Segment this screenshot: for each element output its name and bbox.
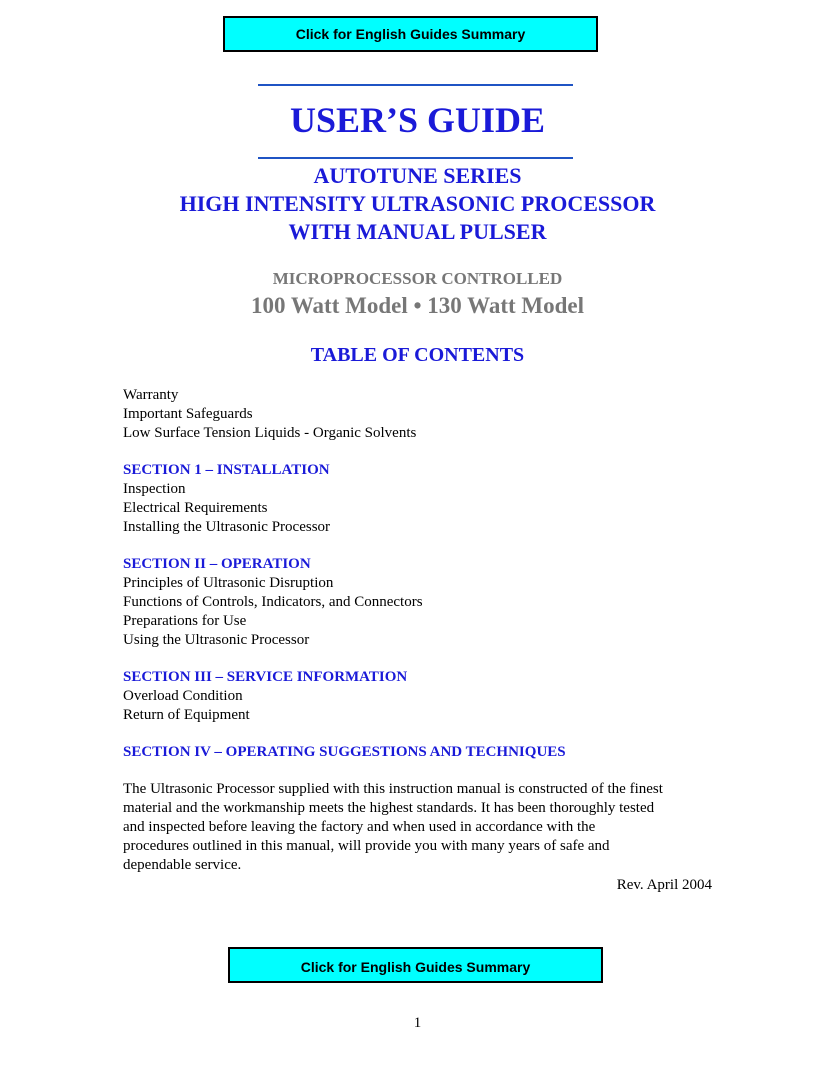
toc-intro-list bbox=[123, 386, 416, 443]
toc-item: Using the Ultrasonic Processor bbox=[123, 632, 310, 648]
series-line: WITH MANUAL PULSER bbox=[288, 219, 547, 244]
paragraph-line: and inspected before leaving the factory and when used in accordance with the bbox=[123, 819, 596, 835]
section-heading: SECTION 1 – INSTALLATION bbox=[123, 462, 330, 478]
toc-item: Important Safeguards bbox=[123, 406, 253, 422]
series-line: HIGH INTENSITY ULTRASONIC PROCESSOR bbox=[179, 191, 656, 216]
title-rule-top bbox=[258, 84, 573, 86]
toc-heading: TABLE OF CONTENTS bbox=[310, 344, 525, 366]
toc-item: Low Surface Tension Liquids - Organic Solvents bbox=[123, 425, 417, 441]
toc-item: Return of Equipment bbox=[123, 707, 250, 723]
intro-paragraph bbox=[123, 780, 723, 875]
toc-section-service bbox=[123, 668, 407, 725]
paragraph-line: procedures outlined in this manual, will provide you with many years of safe and bbox=[123, 838, 610, 854]
section-heading: SECTION II – OPERATION bbox=[123, 556, 311, 572]
english-guides-summary-button-top[interactable]: Click for English Guides Summary bbox=[223, 16, 598, 52]
toc-item: Electrical Requirements bbox=[123, 500, 268, 516]
title-rule-bottom bbox=[258, 157, 573, 159]
english-guides-summary-button-bottom[interactable]: Click for English Guides Summary bbox=[228, 947, 603, 983]
paragraph-line: material and the workmanship meets the highest standards. It has been thoroughly tested bbox=[123, 800, 655, 816]
toc-item: Preparations for Use bbox=[123, 613, 247, 629]
page-number: 1 bbox=[413, 1015, 422, 1031]
toc-item: Overload Condition bbox=[123, 688, 243, 704]
section-heading: SECTION IV – OPERATING SUGGESTIONS AND TECHNIQUES bbox=[123, 744, 566, 760]
revision-date: Rev. April 2004 bbox=[616, 877, 712, 893]
page-title: USER’S GUIDE bbox=[289, 100, 546, 140]
subtitle: MICROPROCESSOR CONTROLLED bbox=[272, 269, 563, 288]
toc-item: Inspection bbox=[123, 481, 186, 497]
model-list: 100 Watt Model • 130 Watt Model bbox=[250, 293, 585, 318]
section-heading: SECTION III – SERVICE INFORMATION bbox=[123, 669, 408, 685]
paragraph-line: The Ultrasonic Processor supplied with this instruction manual is constructed of the finest bbox=[123, 781, 663, 797]
toc-item: Principles of Ultrasonic Disruption bbox=[123, 575, 334, 591]
toc-item: Installing the Ultrasonic Processor bbox=[123, 519, 331, 535]
series-line: AUTOTUNE SERIES bbox=[313, 163, 522, 188]
toc-item: Warranty bbox=[123, 387, 179, 403]
toc-section-installation bbox=[123, 461, 330, 537]
toc-item: Functions of Controls, Indicators, and Connectors bbox=[123, 594, 423, 610]
toc-section-suggestions bbox=[123, 743, 566, 762]
toc-section-operation bbox=[123, 555, 423, 650]
paragraph-line: dependable service. bbox=[123, 857, 242, 873]
